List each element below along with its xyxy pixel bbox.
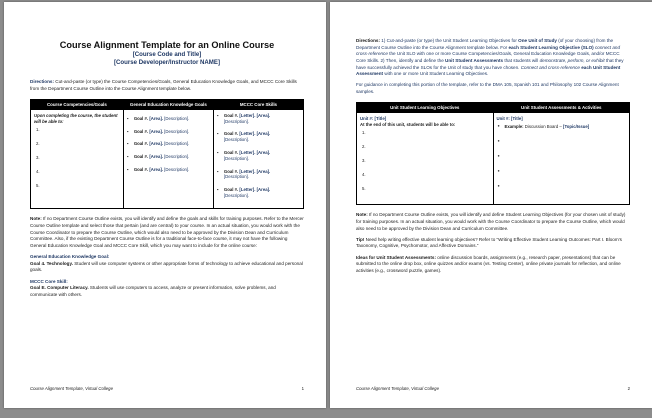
list-item: 5. <box>362 185 366 191</box>
tip-paragraph: Tip! Need help writing effective student learning objectives? Refer to “Writing Effective Student Learning Outcomes: Part I. Bloom’s Taxonomy, Cognitive, Psychomotor, and Affective Domains.” <box>356 236 622 249</box>
list-item <box>497 184 627 189</box>
gen-ed-heading: General Education Knowledge Goal: <box>30 254 110 260</box>
objectives-cell[interactable]: Unit #: [Title] At the end of this unit, students will be able to: 1. 2. 3. 4. 5. <box>357 113 494 205</box>
assessments-cell[interactable]: Unit #: [Title] ● Example: Discussion Board – [Topic/Issue] ● ● ● ● <box>493 113 630 205</box>
list-item <box>497 139 627 144</box>
competencies-cell[interactable]: Upon completing the course, the student will be able to: 1. 2. 3. 4. 5. <box>31 110 124 209</box>
list-item: ▪ Goal #. [Letter]. [Area]. [Description]. <box>217 150 300 162</box>
list-item: ▪ Goal #. [Letter]. [Area]. [Description]. <box>217 131 300 143</box>
core-skill-heading: MCCC Core Skill: <box>30 278 68 284</box>
core-skills-cell[interactable] <box>213 110 303 209</box>
list-item: 4. <box>36 168 40 174</box>
guidance-paragraph: For guidance in completing this portion of the template, refer to the DMA 105, Spanish 101 and Philosophy 102 Course Alignment samples. <box>356 82 619 95</box>
list-item <box>497 154 627 159</box>
header-objectives: Unit Student Learning Objectives <box>357 102 494 113</box>
note-paragraph: Note: If no Department Course Outline exists, you will identify and define Student Learning Objectives (for your chosen unit of study) for training purposes. In an actual situation, you would work with the Course Coordinator to prepare the Course Outline, which would also need to be approved by the Division Dean and Curriculum Committee. <box>356 212 626 231</box>
list-item: ▪ Goal #. [Area]. [Description]. <box>127 129 210 135</box>
header-core-skills: MCCC Core Skills <box>213 99 303 110</box>
goale-paragraph: Goal E. Computer Literacy. Students will use computers to access, analyze or present information, solve problems, and communicate with others. <box>30 285 276 297</box>
list-item: 5. <box>36 182 40 188</box>
goal4-paragraph: Goal 4. Technology. Student will use computer systems or other appropriate forms of technology to achieve educational and personal goals. <box>30 260 303 273</box>
developer-name-placeholder: [Course Developer/Instructor NAME] <box>114 59 220 67</box>
list-item: ▪ Goal #. [Area]. [Description]. <box>127 167 210 173</box>
page-number: 1 <box>301 385 304 391</box>
list-item: 2. <box>36 141 40 147</box>
header-gen-ed: General Education Knowledge Goals <box>123 99 213 110</box>
list-item: 3. <box>36 154 40 160</box>
header-assessments: Unit Student Assessments & Activities <box>493 102 630 113</box>
gen-ed-cell[interactable] <box>123 110 213 209</box>
course-code-placeholder: [Course Code and Title] <box>132 51 202 59</box>
directions-paragraph: Directions: 1) Cut-and-paste (or type) the Unit Student Learning Objectives for One Unit of Study (of your choosing) from the Department Course Outline into the Course Alignment template below. For each Student Learning Objective (SLO) connect and cross-reference the Unit SLO with one or more Course Competencies/Goals, General Education Knowledge Goals, and/or MCCC Core Skills. 2) Then, identify and define the Unit Student Assessments that students will demonstrate, perform, or exhibit that they have successfully achieved the SLOs for the Unit of study that you have chosen. Connect and cross-reference each Unit Student Assessment with one or more Unit Student Learning Objectives. <box>356 38 624 77</box>
unit-alignment-table <box>356 102 630 206</box>
header-competencies: Course Competencies/Goals <box>31 99 124 110</box>
list-item: ▪ Goal #. [Area]. [Description]. <box>127 141 210 147</box>
list-item: 2. <box>362 144 366 150</box>
list-item: ● Example: Discussion Board – [Topic/Issue] <box>497 124 627 130</box>
document-page-2 <box>330 2 652 408</box>
list-item: ▪ Goal #. [Letter]. [Area]. [Description]. <box>217 187 300 199</box>
list-item: ▪ Goal #. [Area]. [Description]. <box>127 116 210 122</box>
alignment-table <box>30 99 304 209</box>
page-number: 2 <box>627 385 630 391</box>
list-item: 1. <box>362 130 366 136</box>
document-page-1 <box>4 2 326 408</box>
note-paragraph: Note: If no Department Course Outline exists, you will identify and define the goals and skills for training purposes. Refer to the Mercer Course Outline template and select those that pertain (and are central) to your course. In an actual situation, you would work with the Course Coordinator to prepare the Course Outline, which would also need to be approved by the Division Dean and Curriculum Committee. Also, if the existing Department Course Outline is for a traditional face-to-face course, it may not have the following General Education Knowledge Goal and MCCC Core Skill, which you may want to include for the online course: <box>30 216 304 248</box>
list-item: ▪ Goal #. [Area]. [Description]. <box>127 154 210 160</box>
directions-paragraph: Directions: Cut-and-paste (or type) the Course Competencies/Goals, General Education Knowledge Goals, and MCCC Core Skills from the Department Course Outline into the Course Alignment template below. <box>30 79 297 92</box>
document-title: Course Alignment Template for an Online Course <box>59 40 275 50</box>
page-footer: Course Alignment Template, Virtual College <box>30 385 113 391</box>
list-item: ▪ Goal #. [Letter]. [Area]. [Description]. <box>217 169 300 181</box>
list-item: 3. <box>362 157 366 163</box>
ideas-paragraph: Ideas for Unit Student Assessments: online discussion boards, assignments (e.g., research paper, presentations) that can be submitted to the online drop box, online quizzes and/or exams (vs. Testing Center), online private journals for reflection, and online activities (e.g., crossword puzzle, games). <box>356 254 621 273</box>
list-item <box>497 169 627 174</box>
list-item: 1. <box>36 127 40 133</box>
page-footer: Course Alignment Template, Virtual College <box>356 385 439 391</box>
list-item: ▪ Goal #. [Letter]. [Area]. [Description]. <box>217 113 300 125</box>
list-item: 4. <box>362 171 366 177</box>
